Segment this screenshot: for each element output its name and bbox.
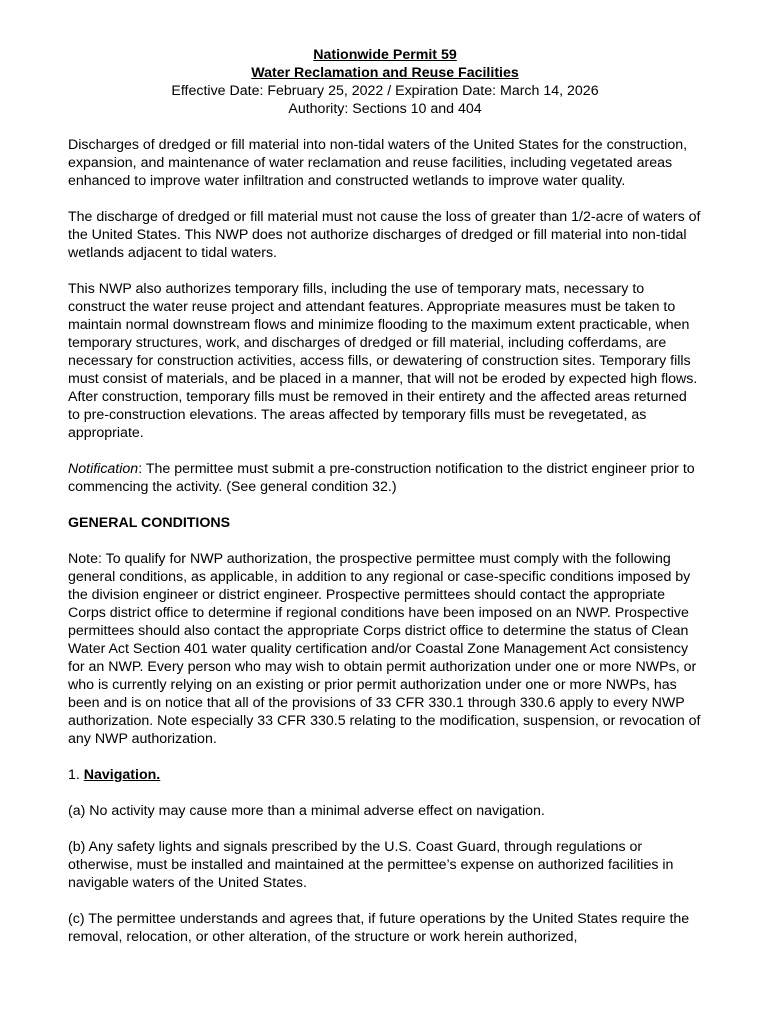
permit-dates: Effective Date: February 25, 2022 / Expiration Date: March 14, 2026 xyxy=(171,83,599,99)
document-header xyxy=(68,46,702,118)
navigation-heading xyxy=(68,766,702,784)
general-conditions-heading: GENERAL CONDITIONS xyxy=(68,515,231,531)
navigation-item-c: (c) The permittee understands and agrees that, if future operations by the United States require the removal, relocation, or other alteration, of the structure or work herein authorized, xyxy=(68,911,690,945)
paragraph-notification xyxy=(68,460,702,496)
navigation-item-b: (b) Any safety lights and signals prescribed by the U.S. Coast Guard, through regulations or otherwise, must be installed and maintained at the permittee’s expense on authorized facilities in navigable waters of the United States. xyxy=(68,839,674,891)
navigation-item-a: (a) No activity may cause more than a minimal adverse effect on navigation. xyxy=(68,803,545,819)
navigation-number: 1. xyxy=(68,767,84,783)
permit-title: Nationwide Permit 59 xyxy=(313,47,457,63)
general-conditions-note: Note: To qualify for NWP authorization, the prospective permittee must comply with the following general conditions, as applicable, in addition to any regional or case-specific conditions imposed by the division engineer or district engineer. Prospective permittees should contact the appropriate Corps district office to determine if regional conditions have been imposed on an NWP. Prospective permittees should also contact the appropriate Corps district office to determine the status of Clean Water Act Section 401 water quality certification and/or Coastal Zone Management Act consistency for an NWP. Every person who may wish to obtain permit authorization under one or more NWPs, or who is currently relying on an existing or prior permit authorization under one or more NWPs, has been and is on notice that all of the provisions of 33 CFR 330.1 through 330.6 apply to every NWP authorization. Note especially 33 CFR 330.5 relating to the modification, suspension, or revocation of any NWP authorization. xyxy=(68,551,701,747)
paragraph-limits: The discharge of dredged or fill material must not cause the loss of greater than 1/2-acre of waters of the United States. This NWP does not authorize discharges of dredged or fill material into non-tidal wetlands adjacent to tidal waters. xyxy=(68,209,701,261)
paragraph-temporary-fills: This NWP also authorizes temporary fills, including the use of temporary mats, necessary to construct the water reuse project and attendant features. Appropriate measures must be taken to maintain normal downstream flows and minimize flooding to the maximum extent practicable, when temporary structures, work, and discharges of dredged or fill material, including cofferdams, are necessary for construction activities, access fills, or dewatering of construction sites. Temporary fills must consist of materials, and be placed in a manner, that will not be eroded by expected high flows. After construction, temporary fills must be removed in their entirety and the affected areas returned to pre-construction elevations. The areas affected by temporary fills must be revegetated, as appropriate. xyxy=(68,281,698,441)
navigation-title: Navigation. xyxy=(83,767,161,783)
paragraph-scope: Discharges of dredged or fill material into non-tidal waters of the United States for the construction, expansion, and maintenance of water reclamation and reuse facilities, including vegetated areas enhanced to improve water infiltration and constructed wetlands to improve water quality. xyxy=(68,137,688,189)
notification-text: : The permittee must submit a pre-construction notification to the district engineer prior to commencing the activity. (See general condition 32.) xyxy=(68,461,695,495)
permit-authority: Authority: Sections 10 and 404 xyxy=(288,101,482,117)
permit-subtitle: Water Reclamation and Reuse Facilities xyxy=(251,65,519,81)
notification-label: Notification xyxy=(68,461,139,477)
